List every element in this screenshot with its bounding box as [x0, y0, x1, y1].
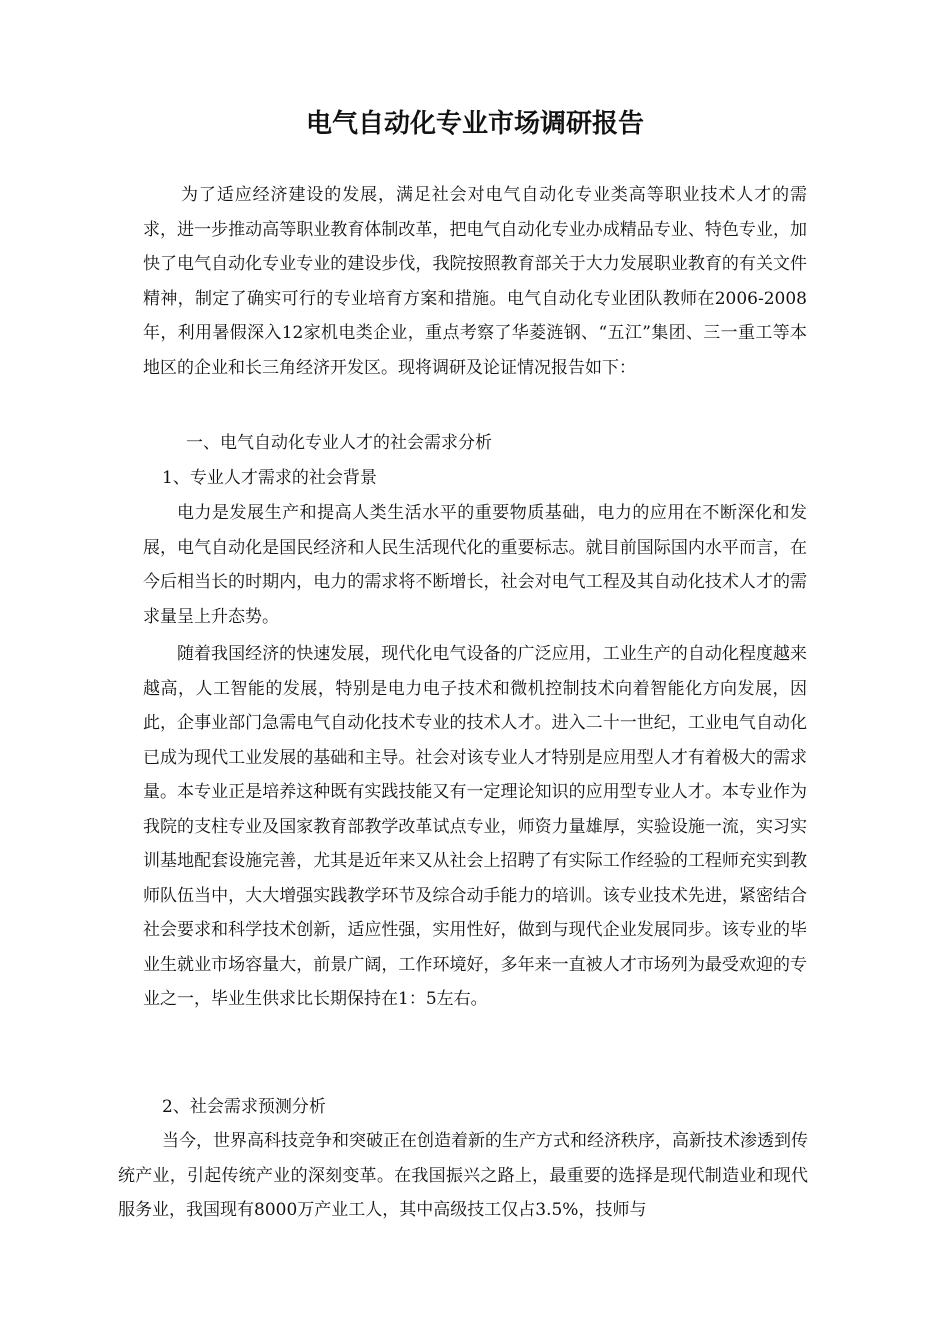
body-paragraph-3: 当今，世界高科技竞争和突破正在创造着新的生产方式和经济秩序，高新技术渗透到传统产业，引起传统产业的深刻变革。在我国振兴之路上，最重要的选择是现代制造业和现代服务业，我国现有8000万产业工人，其中高级技工仅占3.5%，技师与 — [118, 1131, 808, 1220]
intro-paragraph: 为了适应经济建设的发展，满足社会对电气自动化专业类高等职业技术人才的需求，进一步推动高等职业教育体制改革，把电气自动化专业办成精品专业、特色专业，加快了电气自动化专业专业的建设步伐，我院按照教育部关于大力发展职业教育的有关文件精神，制定了确实可行的专业培育方案和措施。电气自动化专业团队教师在2006-2008年，利用暑假深入12家机电类企业，重点考察了华菱涟钢、“五江”集团、三一重工等本地区的企业和长三角经济开发区。现将调研及论证情况报告如下： — [143, 185, 807, 378]
subsection-heading-1: 1、专业人才需求的社会背景 — [162, 468, 377, 488]
subsection-heading-2: 2、社会需求预测分析 — [162, 1097, 326, 1117]
body-paragraph-1: 电力是发展生产和提高人类生活水平的重要物质基础，电力的应用在不断深化和发展，电气自动化是国民经济和人民生活现代化的重要标志。就目前国际国内水平而言，在今后相当长的时期内，电力的需求将不断增长，社会对电气工程及其自动化技术人才的需求量呈上升态势。 — [143, 503, 807, 627]
document-title: 电气自动化专业市场调研报告 — [305, 109, 644, 139]
body-paragraph-2: 随着我国经济的快速发展，现代化电气设备的广泛应用，工业生产的自动化程度越来越高，人工智能的发展，特别是电力电子技术和微机控制技术向着智能化方向发展，因此，企事业部门急需电气自动化技术专业的技术人才。进入二十一世纪，工业电气自动化已成为现代工业发展的基础和主导。社会对该专业人才特别是应用型人才有着极大的需求量。本专业正是培养这种既有实践技能又有一定理论知识的应用型专业人才。本专业作为我院的支柱专业及国家教育部教学改革试点专业，师资力量雄厚，实验设施一流，实习实训基地配套设施完善，尤其是近年来又从社会上招聘了有实际工作经验的工程师充实到教师队伍当中，大大增强实践教学环节及综合动手能力的培训。该专业技术先进，紧密结合社会要求和科学技术创新，适应性强，实用性好，做到与现代企业发展同步。该专业的毕业生就业市场容量大，前景广阔，工作环境好，多年来一直被人才市场列为最受欢迎的专业之一，毕业生供求比长期保持在1：5左右。 — [143, 644, 807, 1009]
section-heading-1: 一、电气自动化专业人才的社会需求分析 — [186, 433, 492, 453]
